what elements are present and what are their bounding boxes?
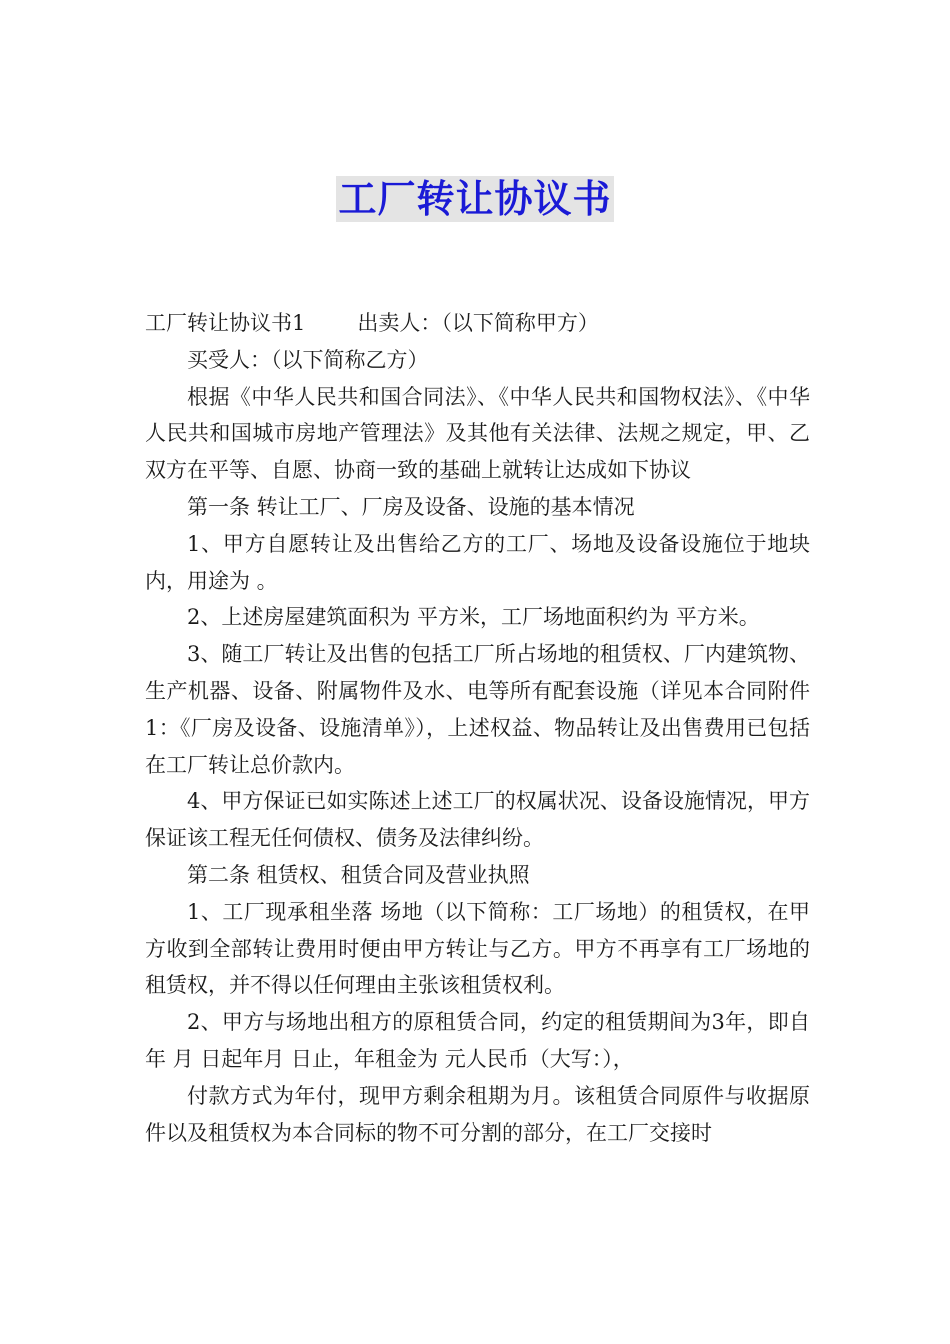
article-1-heading: 第一条 转让工厂、厂房及设备、设施的基本情况 bbox=[187, 494, 635, 519]
article-1-clause-3: 3、随工厂转让及出售的包括工厂所占场地的租赁权、厂内建筑物、生产机器、设备、附属物件及水、电等所有配套设施（详见本合同附件1：《厂房及设备、设施清单》），上述权益、物品转让及出售费用已包括在工厂转让总价款内。 bbox=[145, 642, 810, 777]
article-2-clause-2-continued: 付款方式为年付，现甲方剩余租期为月。该租赁合同原件与收据原件以及租赁权为本合同标的物不可分割的部分，在工厂交接时 bbox=[145, 1083, 810, 1145]
article-2-clause-2: 2、甲方与场地出租方的原租赁合同，约定的租赁期间为3年，即自 年 月 日起年月 日止，年租金为 元人民币（大写：）， bbox=[145, 1010, 810, 1071]
preamble-paragraph: 根据《中华人民共和国合同法》、《中华人民共和国物权法》、《中华人民共和国城市房地产管理法》及其他有关法律、法规之规定，甲、乙双方在平等、自愿、协商一致的基础上就转让达成如下协议 bbox=[145, 384, 810, 483]
document-title: 工厂转让协议书 bbox=[338, 177, 612, 221]
article-2-heading: 第二条 租赁权、租赁合同及营业执照 bbox=[187, 862, 530, 887]
heading-line bbox=[145, 305, 810, 342]
article-1-clause-2: 2、上述房屋建筑面积为 平方米，工厂场地面积约为 平方米。 bbox=[187, 605, 760, 630]
buyer-paragraph: 买受人：（以下简称乙方） bbox=[187, 347, 429, 372]
article-1-clause-4: 4、甲方保证已如实陈述上述工厂的权属状况、设备设施情况，甲方保证该工程无任何债权、债务及法律纠纷。 bbox=[145, 789, 810, 851]
document-body bbox=[145, 305, 810, 1151]
seller-line: 出卖人：（以下简称甲方） bbox=[357, 311, 599, 335]
title-container bbox=[0, 176, 950, 222]
heading-label: 工厂转让协议书1 bbox=[145, 311, 306, 335]
article-2-clause-1: 1、工厂现承租坐落 场地（以下简称：工厂场地）的租赁权，在甲方收到全部转让费用时便由甲方转让与乙方。甲方不再享有工厂场地的租赁权，并不得以任何理由主张该租赁权利。 bbox=[145, 899, 810, 998]
article-1-clause-1: 1、甲方自愿转让及出售给乙方的工厂、场地及设备设施位于地块内，用途为 。 bbox=[145, 531, 810, 593]
